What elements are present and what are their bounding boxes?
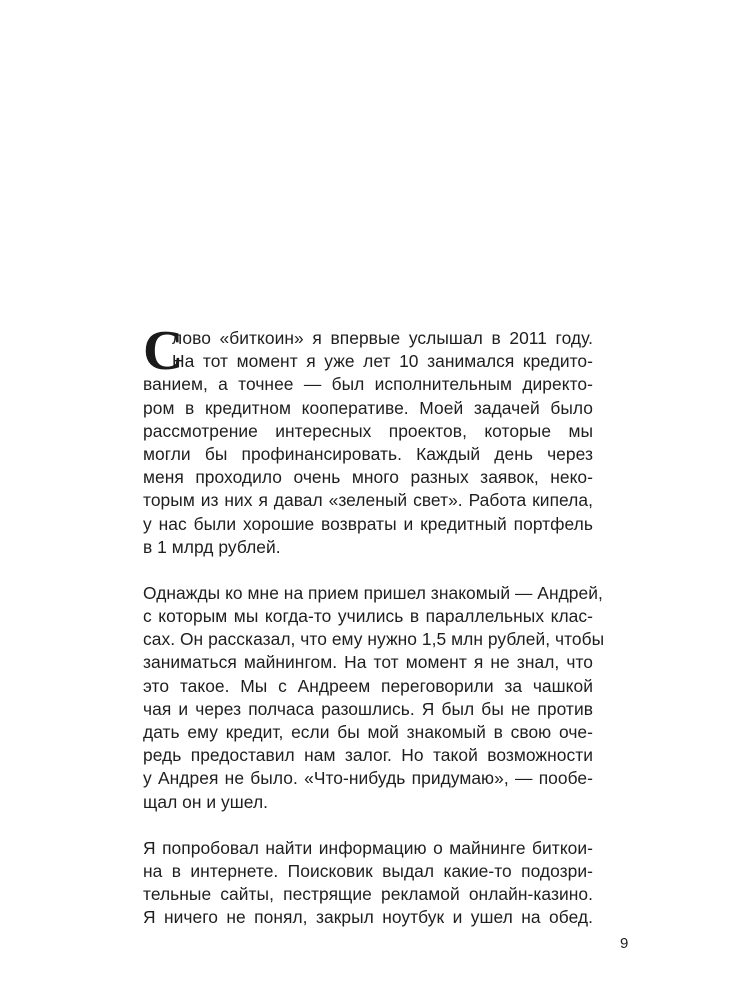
- text-line: ванием, а точнее — был исполнительным директо-: [143, 374, 593, 395]
- text-line: у Андрея не было. «Что-нибудь придумаю», — пообе-: [143, 768, 593, 789]
- text-line: с которым мы когда-то учились в параллельных клас-: [143, 606, 593, 627]
- body-text: [143, 320, 605, 930]
- text-line: С лово «биткоин» я впервые услышал в 2011 году.: [143, 320, 593, 382]
- text-line: дать ему кредит, если бы мой знакомый в свою оче-: [143, 722, 593, 742]
- text-line: щал он и ушел.: [143, 791, 269, 812]
- text-line: у нас были хорошие возвраты и кредитный портфель: [143, 513, 593, 534]
- text-line: сах. Он рассказал, что ему нужно 1,5 млн рублей, чтобы: [143, 629, 605, 650]
- text-line: чая и через полчаса разошлись. Я был бы не против: [143, 698, 593, 719]
- text-line: тельные сайты, пестрящие рекламой онлайн-казино.: [143, 884, 593, 905]
- text-line: в 1 млрд рублей.: [143, 536, 281, 557]
- text-line: ром в кредитном кооперативе. Моей задачей было: [143, 397, 593, 418]
- paragraph-2: [143, 582, 605, 814]
- text-line: На тот момент я уже лет 10 занимался кредито-: [172, 351, 593, 372]
- drop-cap: С: [143, 320, 184, 382]
- text-line: меня проходило очень много разных заявок, неко-: [143, 467, 593, 488]
- text-line: торым из них я давал «зеленый свет». Работа кипела,: [143, 490, 593, 511]
- text-line: Я ничего не понял, закрыл ноутбук и ушел на обед.: [143, 907, 593, 928]
- text-line: на в интернете. Поисковик выдал какие-то подозри-: [143, 860, 593, 881]
- text-line: это такое. Мы с Андреем переговорили за чашкой: [143, 675, 593, 696]
- paragraph-3: [143, 837, 593, 930]
- paragraph-gap: [143, 814, 593, 837]
- text-line: Однажды ко мне на прием пришел знакомый — Андрей,: [143, 582, 603, 603]
- text-line: заниматься майнингом. На тот момент я не знал, что: [143, 652, 593, 673]
- text-line: рассмотрение интересных проектов, которые мы: [143, 420, 593, 441]
- page-number: 9: [620, 935, 629, 952]
- text-line: редь предоставил нам залог. Но такой возможности: [143, 745, 593, 766]
- paragraph-1: [143, 320, 593, 559]
- text-line: Я попробовал найти информацию о майнинге биткои-: [143, 837, 593, 858]
- text-line: могли бы профинансировать. Каждый день через: [143, 443, 593, 464]
- paragraph-gap: [143, 559, 593, 582]
